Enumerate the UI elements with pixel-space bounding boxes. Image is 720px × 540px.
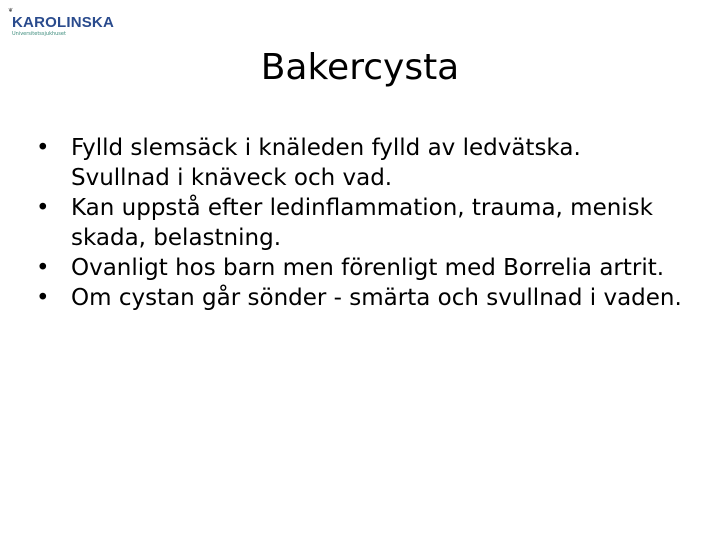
bullet-text: Ovanligt hos barn men förenligt med Borrelia artrit.	[71, 255, 665, 281]
bullet-marker: •	[36, 135, 50, 161]
bullet-item	[36, 253, 686, 283]
bullet-text: Kan uppstå efter ledinflammation, trauma, menisk skada, belastning.	[71, 195, 653, 251]
bullet-item	[36, 133, 686, 193]
bullet-list	[36, 133, 686, 313]
bullet-item	[36, 283, 686, 313]
slide-title: Bakercysta	[260, 47, 460, 88]
bullet-text: Fylld slemsäck i knäleden fylld av ledvätska. Svullnad i knäveck och vad.	[71, 135, 581, 191]
bullet-marker: •	[36, 195, 50, 221]
bullet-text: Om cystan går sönder - smärta och svullnad i vaden.	[71, 285, 682, 311]
karolinska-logo	[8, 8, 136, 40]
bullet-item	[36, 193, 686, 253]
logo-tagline: Universitetssjukhuset	[12, 31, 66, 37]
bullet-marker: •	[36, 285, 50, 311]
bullet-marker: •	[36, 255, 50, 281]
logo-wordmark: KAROLINSKA	[12, 14, 114, 31]
crown-icon: ❦	[8, 7, 14, 14]
